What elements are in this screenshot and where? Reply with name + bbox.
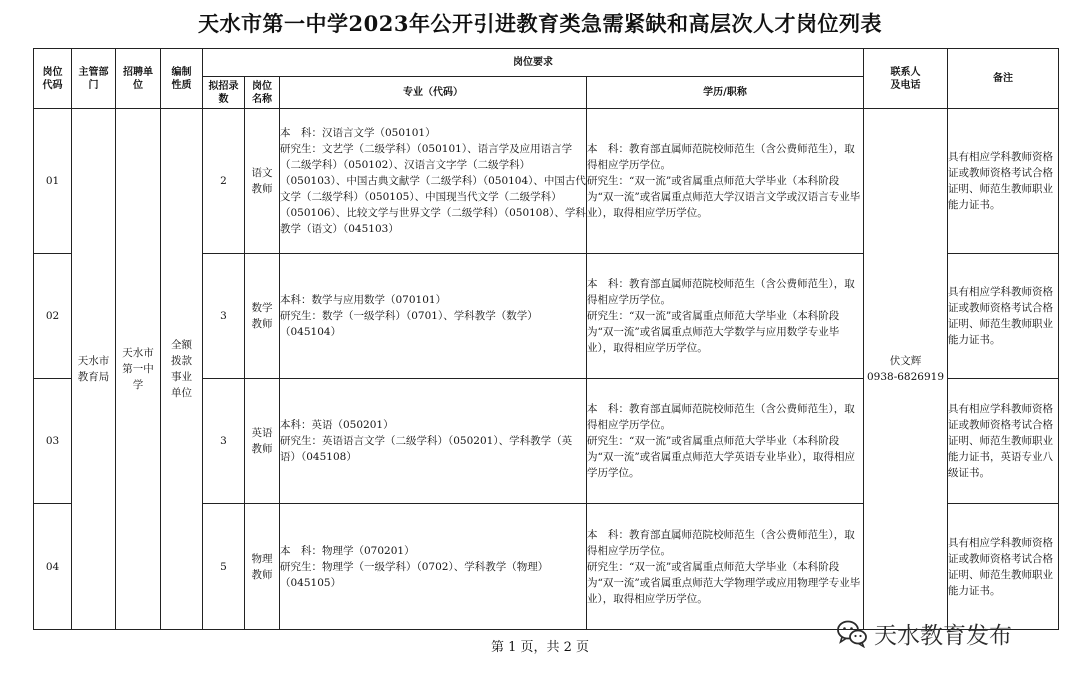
unit-cell: 天水市 第一中 学 (116, 109, 161, 630)
header-remark: 备注 (948, 49, 1059, 109)
row-post: 英语 教师 (245, 379, 280, 504)
header-code: 岗位 代码 (34, 49, 72, 109)
contact-cell (864, 109, 948, 630)
row-count: 2 (203, 109, 245, 254)
job-table (33, 48, 1059, 630)
contact-name: 伏文辉 (889, 355, 922, 367)
row-post: 数学 教师 (245, 254, 280, 379)
nature-cell: 全额 拨款 事业 单位 (161, 109, 203, 630)
row-remark: 具有相应学科教师资格证或教师资格考试合格证明、师范生教师职业能力证书，英语专业八级证书。 (948, 379, 1059, 504)
row-remark: 具有相应学科教师资格证或教师资格考试合格证明、师范生教师职业能力证书。 (948, 109, 1059, 254)
header-unit: 招聘单 位 (116, 49, 161, 109)
watermark (836, 616, 1066, 650)
header-dept: 主管部 门 (72, 49, 116, 109)
row-post: 物理 教师 (245, 504, 280, 630)
contact-phone: 0938-6826919 (866, 371, 945, 383)
row-code: 04 (34, 504, 72, 630)
header-contact: 联系人 及电话 (864, 49, 948, 109)
watermark-text: 天水教育发布 (874, 622, 1012, 649)
row-education: 本 科：教育部直属师范院校师范生（含公费师范生），取得相应学历学位。 研究生：“双一流”或省属重点师范大学毕业（本科阶段为“双一流”或省属重点师范大学英语专业毕业），取得相应学历学位。 (587, 379, 864, 504)
row-code: 02 (34, 254, 72, 379)
row-count: 3 (203, 379, 245, 504)
page-title: 天水市第一中学2023年公开引进教育类急需紧缺和高层次人才岗位列表 (198, 11, 882, 36)
table-row (34, 109, 1059, 254)
header-count: 拟招录 数 (203, 77, 245, 109)
row-major: 本科：数学与应用数学（070101） 研究生：数学（一级学科）（0701）、学科教学（数学）（045104） (280, 254, 587, 379)
row-code: 03 (34, 379, 72, 504)
row-post: 语文 教师 (245, 109, 280, 254)
dept-cell: 天水市 教育局 (72, 109, 116, 630)
header-post: 岗位 名称 (245, 77, 280, 109)
wechat-icon (836, 618, 868, 648)
header-education: 学历/职称 (587, 77, 864, 109)
row-remark: 具有相应学科教师资格证或教师资格考试合格证明、师范生教师职业能力证书。 (948, 504, 1059, 630)
header-major: 专业（代码） (280, 77, 587, 109)
row-count: 5 (203, 504, 245, 630)
row-remark: 具有相应学科教师资格证或教师资格考试合格证明、师范生教师职业能力证书。 (948, 254, 1059, 379)
header-requirements: 岗位要求 (203, 49, 864, 77)
row-education: 本 科：教育部直属师范院校师范生（含公费师范生），取得相应学历学位。 研究生：“双一流”或省属重点师范大学毕业（本科阶段为“双一流”或省属重点师范大学数学与应用数学专业毕业），取得相应学历学位。 (587, 254, 864, 379)
row-code: 01 (34, 109, 72, 254)
row-education: 本 科：教育部直属师范院校师范生（含公费师范生），取得相应学历学位。 研究生：“双一流”或省属重点师范大学毕业（本科阶段为“双一流”或省属重点师范大学汉语言文学或汉语言专业毕业），取得相应学历学位。 (587, 109, 864, 254)
row-major: 本 科：汉语言文学（050101） 研究生：文艺学（二级学科）（050101）、语言学及应用语言学（二级学科）（050102）、汉语言文字学（二级学科）（050103）、中国古典文献学（二级学科）（050104）、中国古代文学（二级学科）（050105）、中国现当代文学（二级学科）（050106）、比较文学与世界文学（二级学科）（050108）、学科教学（语文）（045103） (280, 109, 587, 254)
row-education: 本 科：教育部直属师范院校师范生（含公费师范生），取得相应学历学位。 研究生：“双一流”或省属重点师范大学毕业（本科阶段为“双一流”或省属重点师范大学物理学或应用物理学专业毕业），取得相应学历学位。 (587, 504, 864, 630)
row-major: 本 科：物理学（070201） 研究生：物理学（一级学科）（0702）、学科教学（物理）（045105） (280, 504, 587, 630)
header-nature: 编制 性质 (161, 49, 203, 109)
page-footer: 第 1 页，共 2 页 (490, 640, 590, 655)
row-major: 本科：英语（050201） 研究生：英语语言文学（二级学科）（050201）、学科教学（英语）（045108） (280, 379, 587, 504)
row-count: 3 (203, 254, 245, 379)
